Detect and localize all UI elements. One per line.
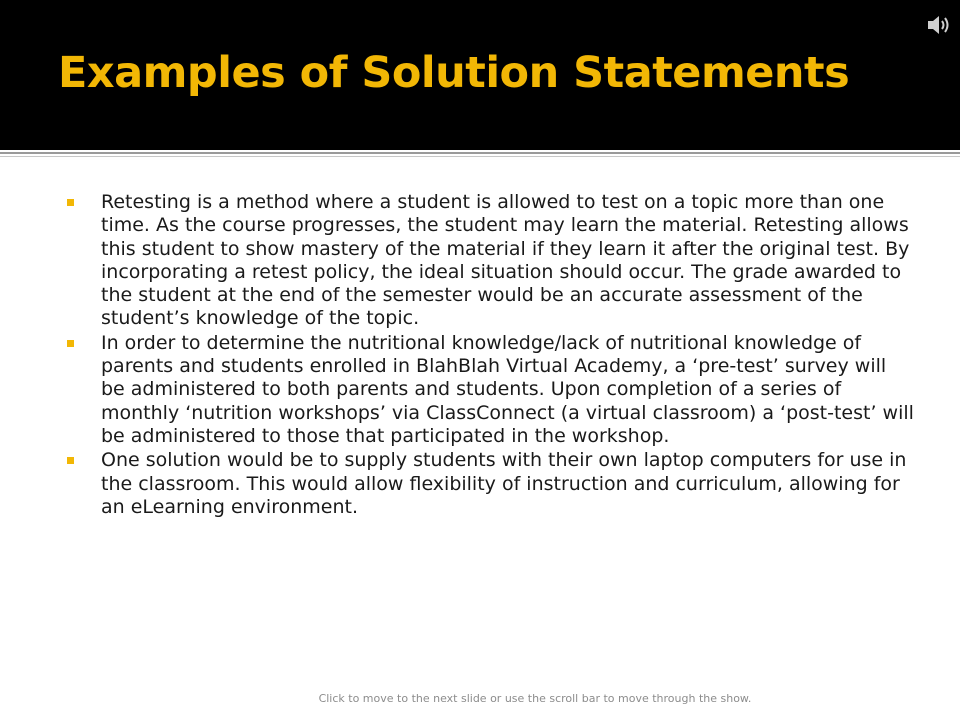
- bullet-text: One solution would be to supply students with their own laptop computers for use in the classroom. This would allow flexibility of instruction and curriculum, allowing for an eLearning environment.: [101, 449, 907, 518]
- list-item: [64, 332, 914, 448]
- list-item: [64, 191, 914, 331]
- bullet-text: Retesting is a method where a student is allowed to test on a topic more than one time. As the course progresses, the student may learn the material. Retesting allows this student to show mastery of the material if they learn it after the original test. By incorporating a retest policy, the ideal situation should occur. The grade awarded to the student at the end of the semester would be an accurate assessment of the student’s knowledge of the topic.: [101, 191, 910, 330]
- title-divider-thin: [0, 156, 960, 157]
- slide-title: Examples of Solution Statements: [58, 48, 850, 98]
- bullet-square-icon: [67, 457, 74, 464]
- bullet-list: [64, 191, 914, 520]
- list-item: [64, 449, 914, 519]
- navigation-hint: Click to move to the next slide or use the scroll bar to move through the show.: [318, 692, 752, 705]
- title-bar: [0, 0, 960, 150]
- title-divider: [0, 152, 960, 154]
- bullet-square-icon: [67, 340, 74, 347]
- speaker-icon[interactable]: [926, 13, 952, 37]
- bullet-square-icon: [67, 199, 74, 206]
- bullet-text: In order to determine the nutritional knowledge/lack of nutritional knowledge of parents and students enrolled in BlahBlah Virtual Academy, a ‘pre-test’ survey will be administered to both parents and students. Upon completion of a series of monthly ‘nutrition workshops’ via ClassConnect (a virtual classroom) a ‘post-test’ will be administered to those that participated in the workshop.: [101, 331, 914, 447]
